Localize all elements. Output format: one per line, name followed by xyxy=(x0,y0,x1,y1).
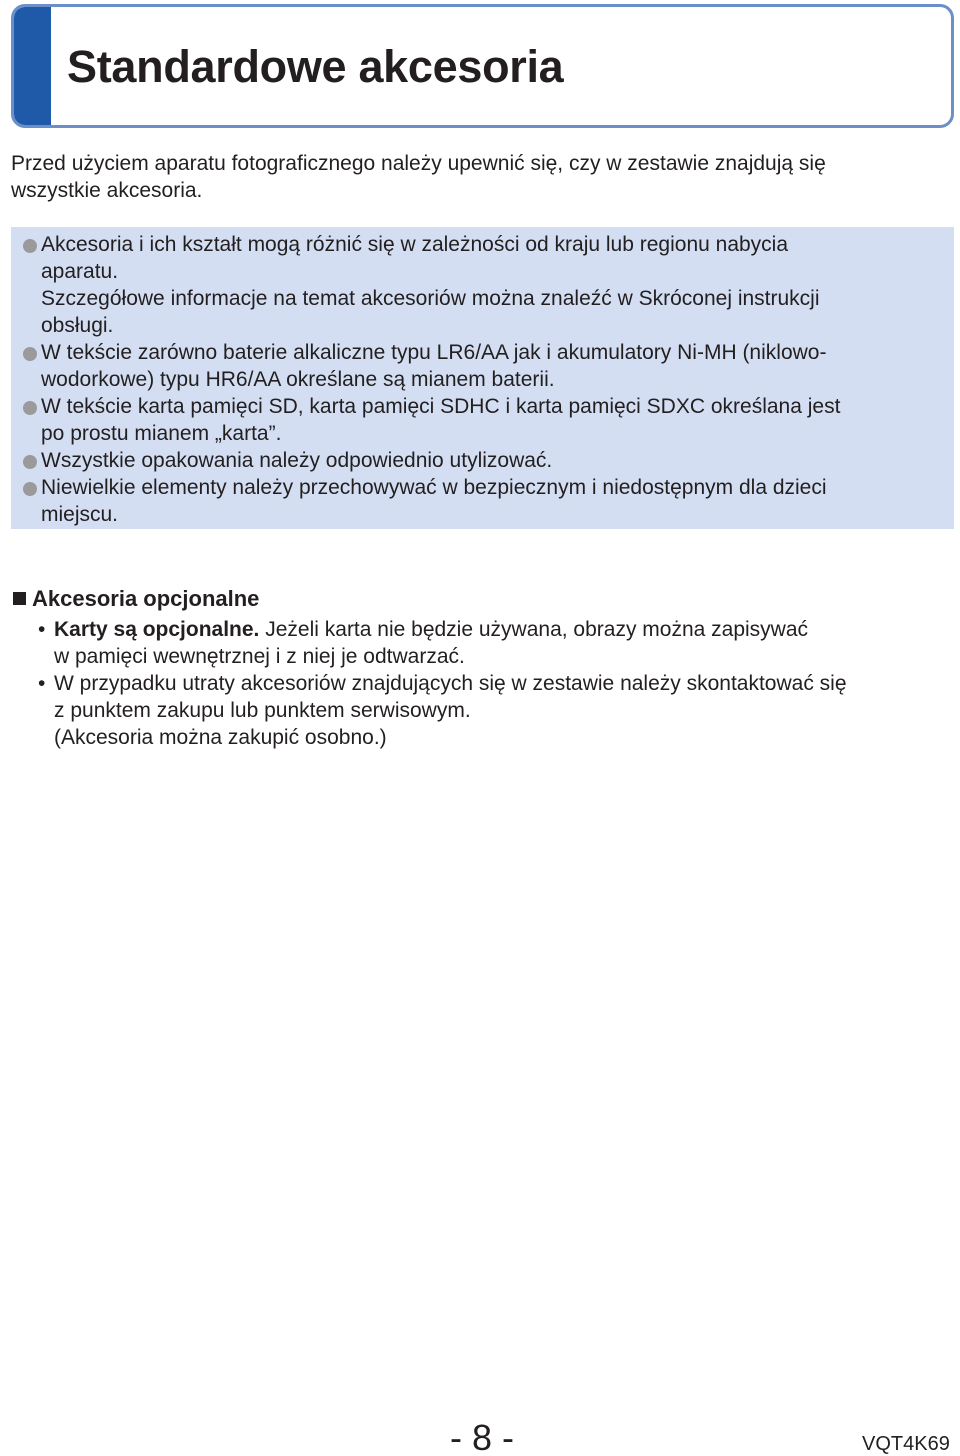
grey-circle-bullet-icon xyxy=(23,239,37,253)
note-line: Niewielkie elementy należy przechowywać w bezpiecznym i niedostępnym dla dzieci xyxy=(41,476,827,499)
bullet-icon: • xyxy=(38,672,46,695)
note-line: W tekście zarówno baterie alkaliczne typu LR6/AA jak i akumulatory Ni-MH (niklowo- xyxy=(41,341,827,364)
note-line: Akcesoria i ich kształt mogą różnić się w zależności od kraju lub regionu nabycia xyxy=(41,233,789,256)
note-line: wodorkowe) typu HR6/AA określane są mianem baterii. xyxy=(41,368,555,391)
grey-circle-bullet-icon xyxy=(23,455,37,469)
note-line: obsługi. xyxy=(41,314,114,337)
grey-circle-bullet-icon xyxy=(23,482,37,496)
intro-line: wszystkie akcesoria. xyxy=(11,179,203,202)
note-line: Szczegółowe informacje na temat akcesoriów można znaleźć w Skróconej instrukcji xyxy=(41,287,820,310)
page-number: - 8 - xyxy=(450,1417,515,1456)
page-title: Standardowe akcesoria xyxy=(67,41,564,92)
intro-line: Przed użyciem aparatu fotograficznego należy upewnić się, czy w zestawie znajdują się xyxy=(11,152,826,175)
list-item-text: z punktem zakupu lub punktem serwisowym. xyxy=(54,699,471,722)
bullet-icon: • xyxy=(38,618,46,641)
note-line: miejscu. xyxy=(41,503,119,526)
notes-box xyxy=(11,227,954,529)
list-item-text: w pamięci wewnętrznej i z niej je odtwarzać. xyxy=(54,645,465,668)
intro-paragraph xyxy=(11,150,951,204)
note-line: W tekście karta pamięci SD, karta pamięci SDHC i karta pamięci SDXC określana jest xyxy=(41,395,841,418)
grey-circle-bullet-icon xyxy=(23,401,37,415)
grey-circle-bullet-icon xyxy=(23,347,37,361)
list-item-text: Jeżeli karta nie będzie używana, obrazy można zapisywać xyxy=(259,618,809,641)
note-line: po prostu mianem „karta”. xyxy=(41,422,282,445)
note-line: Wszystkie opakowania należy odpowiednio utylizować. xyxy=(41,449,553,472)
page-title-banner xyxy=(11,4,954,128)
list-item-text: (Akcesoria można zakupić osobno.) xyxy=(54,726,387,749)
section-heading-label: Akcesoria opcjonalne xyxy=(32,586,260,611)
title-accent-bar xyxy=(14,7,51,125)
black-square-icon xyxy=(13,592,26,605)
bold-lead: Karty są opcjonalne. xyxy=(54,618,260,641)
document-code: VQT4K69 xyxy=(862,1433,950,1455)
note-line: aparatu. xyxy=(41,260,119,283)
list-item-text: W przypadku utraty akcesoriów znajdujących się w zestawie należy skontaktować się xyxy=(54,672,847,695)
